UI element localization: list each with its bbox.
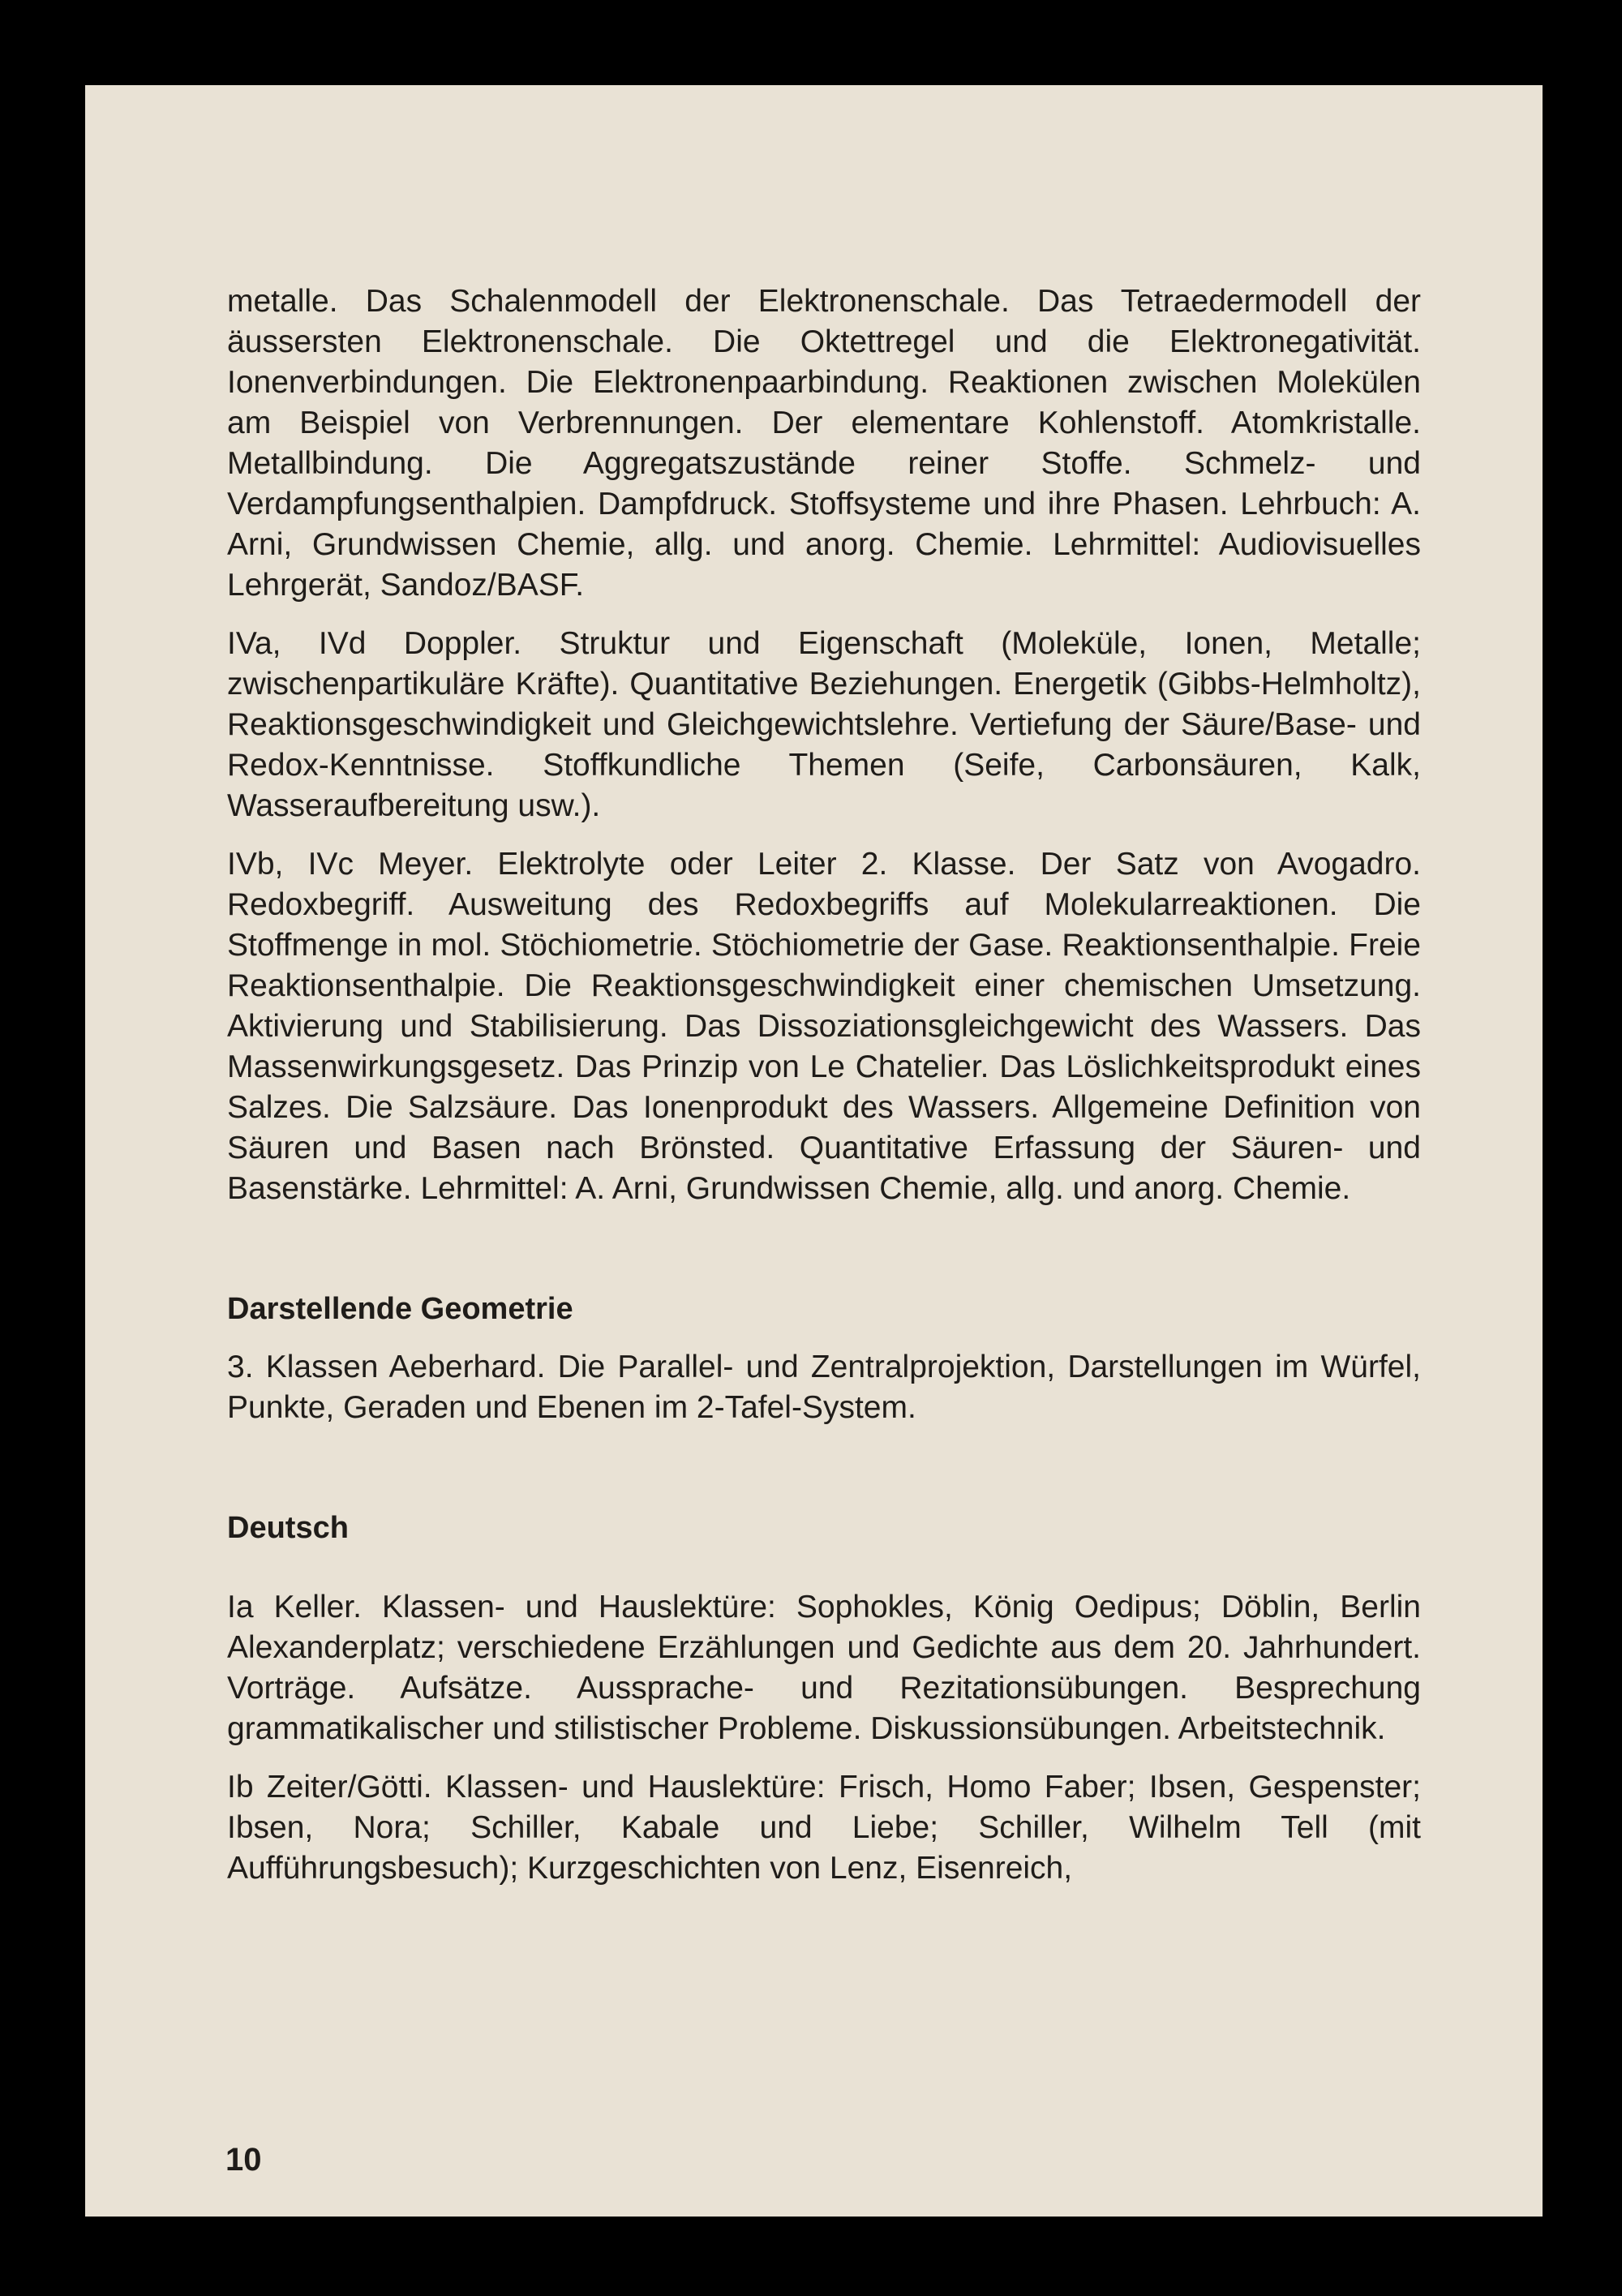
geometry-paragraph: 3. Klassen Aeberhard. Die Parallel- und Zentralprojektion, Darstellungen im Würfel, Punkte, Geraden und Ebenen im 2-Tafel-System. — [227, 1350, 1421, 1425]
chemistry-paragraph-3: IVb, IVc Meyer. Elektrolyte oder Leiter 2. Klasse. Der Satz von Avogadro. Redoxbegriff. Ausweitung des Redoxbegriffs auf Molekularreaktionen. Die Stoffmenge in mol. Stöchiometrie. Stöchiometrie der Gase. Reaktionsenthalpie. Freie Reaktionsenthalpie. Die Reaktionsgeschwindigkeit einer chemischen Umsetzung. Aktivierung und Stabilisierung. Das Dissoziationsgleichgewicht des Wassers. Das Massenwirkungsgesetz. Das Prinzip von Le Chatelier. Das Löslichkeitsprodukt eines Salzes. Die Salzsäure. Das Ionenprodukt des Wassers. Allgemeine Definition von Säuren und Basen nach Brönsted. Quantitative Erfassung der Säuren- und Basenstärke. Lehrmittel: A. Arni, Grundwissen Chemie, allg. und anorg. Chemie. — [227, 847, 1421, 1206]
document-page — [85, 85, 1543, 2217]
page-number: 10 — [225, 2142, 262, 2178]
page-content — [227, 281, 1421, 1889]
chemistry-paragraph-2: IVa, IVd Doppler. Struktur und Eigenschaft (Moleküle, Ionen, Metalle; zwischenpartikuläre Kräfte). Quantitative Beziehungen. Energetik (Gibbs-Helmholtz), Reaktionsgeschwindigkeit und Gleichgewichtslehre. Vertiefung der Säure/Base- und Redox-Kenntnisse. Stoffkundliche Themen (Seife, Carbonsäuren, Kalk, Wasseraufbereitung usw.). — [227, 626, 1421, 823]
german-paragraph-1: Ia Keller. Klassen- und Hauslektüre: Sophokles, König Oedipus; Döblin, Berlin Alexanderplatz; verschiedene Erzählungen und Gedichte aus dem 20. Jahrhundert. Vorträge. Aufsätze. Aussprache- und Rezitationsübungen. Besprechung grammatikalischer und stilistischer Probleme. Diskussionsübungen. Arbeitstechnik. — [227, 1590, 1421, 1746]
chemistry-paragraph-1: metalle. Das Schalenmodell der Elektronenschale. Das Tetraedermodell der äussersten Elektronenschale. Die Oktettregel und die Elektronegativität. Ionenverbindungen. Die Elektronenpaarbindung. Reaktionen zwischen Molekülen am Beispiel von Verbrennungen. Der elementare Kohlenstoff. Atomkristalle. Metallbindung. Die Aggregatszustände reiner Stoffe. Schmelz- und Verdampfungsenthalpien. Dampfdruck. Stoffsysteme und ihre Phasen. Lehrbuch: A. Arni, Grundwissen Chemie, allg. und anorg. Chemie. Lehrmittel: Audiovisuelles Lehrgerät, Sandoz/BASF. — [227, 284, 1421, 603]
german-paragraph-2: Ib Zeiter/Götti. Klassen- und Hauslektüre: Frisch, Homo Faber; Ibsen, Gespenster; Ibsen, Nora; Schiller, Kabale und Liebe; Schiller, Wilhelm Tell (mit Aufführungsbesuch); Kurzgeschichten von Lenz, Eisenreich, — [227, 1770, 1421, 1886]
german-heading: Deutsch — [227, 1511, 349, 1545]
geometry-heading: Darstellende Geometrie — [227, 1292, 573, 1326]
